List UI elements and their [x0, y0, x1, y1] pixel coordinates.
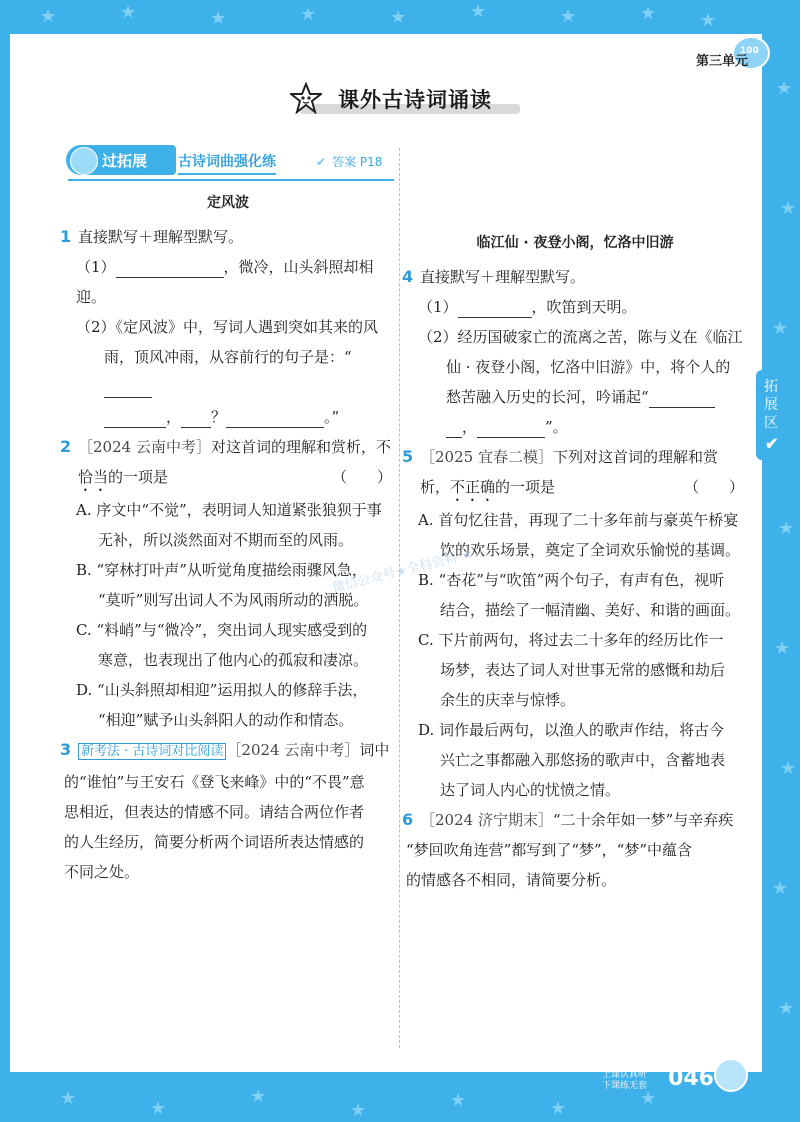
- answer-blank[interactable]: [104, 379, 152, 398]
- option-a-cont: 饮的欢乐场景，奠定了全词欢乐愉悦的基调。: [440, 541, 741, 559]
- question-1: [60, 222, 392, 432]
- question-source: ［2024 云南中考］: [226, 741, 360, 759]
- option-d-cont: “相迎”赋予山头斜阳人的动作和情态。: [98, 711, 354, 729]
- sub-text: ？: [211, 408, 227, 426]
- question-stem: 的情感各不相同，请简要分析。: [406, 871, 617, 889]
- star-icon: ★: [640, 1088, 657, 1109]
- answer-blank[interactable]: [181, 409, 211, 428]
- footer-slogan: 上课认真听 下课练无套: [602, 1070, 648, 1091]
- question-6: [402, 805, 744, 895]
- star-icon: ★: [550, 1098, 567, 1119]
- star-icon: ★: [40, 6, 57, 27]
- left-border: [0, 0, 10, 1122]
- star-icon: ★: [774, 638, 791, 659]
- sub-text: ，: [166, 408, 182, 426]
- section-badge: [66, 145, 176, 175]
- option-b: B. “杏花”与“吹笛”两个句子，有声有色，视听: [418, 571, 725, 589]
- question-stem: “二十余年如一梦”与辛弃疾: [552, 811, 734, 829]
- question-number: 5: [402, 447, 414, 466]
- question-source: ［2024 济宁期末］: [420, 811, 553, 829]
- sub-text: ，: [462, 418, 478, 436]
- question-number: 3: [60, 740, 72, 759]
- option-d-cont: 兴亡之事都融入那悠扬的歌声中，含蓄地表: [440, 751, 726, 769]
- question-stem: 思相近，但表达的情感不同。请结合两位作者: [64, 803, 365, 821]
- question-stem: 下列对这首词的理解和赏: [552, 448, 718, 466]
- question-stem: 析，: [420, 478, 451, 496]
- star-icon: ★: [700, 10, 717, 31]
- section-badge-label: 过拓展: [102, 152, 148, 170]
- answer-blank[interactable]: [446, 419, 462, 438]
- option-d: D. “山头斜照却相迎”运用拟人的修辞手法，: [76, 681, 368, 699]
- star-icon: ★: [350, 1100, 367, 1121]
- answer-blank[interactable]: [104, 409, 166, 428]
- answer-blank[interactable]: [458, 299, 532, 318]
- question-number: 6: [402, 810, 414, 829]
- side-tab-label: 拓展区: [764, 379, 778, 431]
- answer-blank[interactable]: [226, 409, 324, 428]
- option-a: A. 序文中“不觉”，表明词人知道紧张狼狈于事: [76, 501, 382, 519]
- option-c-cont: 寒意，也表现出了他内心的孤寂和凄凉。: [98, 651, 369, 669]
- question-4: [402, 262, 744, 442]
- star-icon: ★: [776, 78, 793, 99]
- star-icon: ★: [778, 518, 795, 539]
- watermark: 微信公众号★全科资料·★: [330, 546, 475, 597]
- answer-blank[interactable]: [116, 259, 224, 278]
- section-banner: [66, 145, 396, 185]
- option-a-cont: 无补，所以淡然面对不期而至的风雨。: [98, 531, 354, 549]
- page-title: 课外古诗词诵读: [338, 88, 492, 112]
- question-number: 2: [60, 437, 72, 456]
- answer-blank[interactable]: [649, 389, 715, 408]
- star-icon: ★: [780, 758, 797, 779]
- star-icon: ★: [450, 1090, 467, 1111]
- option-d-cont: 达了词人内心的忧愤之情。: [440, 781, 621, 799]
- star-icon: ★: [470, 1, 487, 22]
- sub-text: 愁苦融入历史的长河，吟诵起“: [446, 388, 649, 406]
- check-icon: ✔: [316, 155, 327, 169]
- question-stem: 直接默写＋理解型默写。: [420, 268, 586, 286]
- sub-text: ，吹笛到天明。: [531, 298, 637, 316]
- sub-label: （1）: [418, 298, 458, 316]
- star-icon: ★: [560, 6, 577, 27]
- option-b-cont: “莫听”则写出词人不为风雨所动的洒脱。: [98, 591, 369, 609]
- poem-title: 临江仙 · 夜登小阁，忆洛中旧游: [476, 235, 674, 251]
- star-icon: ★: [772, 878, 789, 899]
- question-number: 4: [402, 267, 414, 286]
- star-icon: ★: [150, 1098, 167, 1119]
- question-stem: 的一项是: [108, 468, 169, 486]
- option-c-cont: 场梦，表达了词人对世事无常的感慨和劫后: [440, 661, 726, 679]
- question-source: ［2024 云南中考］: [78, 438, 211, 456]
- option-b: B. “穿林打叶声”从听觉角度描绘雨骤风急，: [76, 561, 367, 579]
- question-3: [60, 735, 392, 887]
- question-stem: 不同之处。: [64, 863, 140, 881]
- star-icon: ★: [300, 4, 317, 25]
- option-d: D. 词作最后两句，以渔人的歌声作结，将古今: [418, 721, 725, 739]
- side-tab-expansion[interactable]: [756, 370, 790, 460]
- star-icon: ★: [120, 2, 137, 23]
- question-stem: “梦回吹角连营”都写到了“梦”，“梦”中蕴含: [406, 841, 693, 859]
- star-icon: ★: [210, 8, 227, 29]
- option-c: C. “料峭”与“微冷”，突出词人现实感受到的: [76, 621, 368, 639]
- question-stem: 词中: [359, 741, 390, 759]
- sub-text: 雨，顶风冲雨，从容前行的句子是：“: [104, 348, 352, 366]
- star-icon: ★: [780, 198, 797, 219]
- section-subtitle: 古诗词曲强化练: [178, 151, 276, 175]
- page-title-block: [290, 84, 520, 112]
- question-stem: 的一项是: [495, 478, 556, 496]
- sub-text: （2）经历国破家亡的流离之苦，陈与义在《临江: [418, 328, 743, 346]
- star-icon: ★: [390, 7, 407, 28]
- star-icon: ★: [60, 1088, 77, 1109]
- question-stem: 的人生经历，简要分析两个词语所表达情感的: [64, 833, 365, 851]
- answer-parentheses[interactable]: （ ）: [683, 478, 744, 496]
- answer-blank[interactable]: [477, 419, 545, 438]
- poem-title: 定风波: [207, 195, 249, 211]
- option-c: C. 下片前两句，将过去二十多年的经历比作一: [418, 631, 724, 649]
- left-column: [60, 188, 392, 887]
- page-number: 046: [668, 1066, 714, 1091]
- banner-underline: [68, 179, 394, 181]
- emphasis-text: 不正确: [450, 478, 496, 496]
- sub-text: 。”: [324, 408, 340, 426]
- sub-label: （1）: [76, 258, 116, 276]
- emphasis-text: 恰当: [78, 468, 109, 486]
- option-c-cont: 余生的庆幸与惊悸。: [440, 691, 576, 709]
- check-icon: ✔: [765, 434, 779, 453]
- column-divider: [399, 148, 400, 1048]
- sub-text: ，微冷，山头斜照却相迎。: [76, 258, 374, 306]
- question-stem: 的“谁怕”与王安石《登飞来峰》中的“不畏”意: [64, 773, 365, 791]
- sub-text: （2）《定风波》中，写词人遇到突如其来的风: [76, 318, 379, 336]
- mascot-badge-icon: [70, 147, 98, 175]
- mascot-icon: [714, 1058, 748, 1092]
- question-stem: 直接默写＋理解型默写。: [78, 228, 244, 246]
- option-a: A. 首句忆往昔，再现了二十多年前与豪英午桥宴: [418, 511, 739, 529]
- question-number: 1: [60, 227, 72, 246]
- star-face-icon: [290, 82, 322, 114]
- answer-ref-text: 答案 P18: [332, 155, 383, 169]
- star-icon: ★: [772, 318, 789, 339]
- answer-parentheses[interactable]: （ ）: [331, 468, 392, 486]
- star-icon: ★: [250, 1086, 267, 1107]
- sub-text: ”。: [545, 418, 568, 436]
- question-source: ［2025 宜春二模］: [420, 448, 553, 466]
- star-icon: ★: [640, 3, 657, 24]
- question-stem: 对这首词的理解和赏析，不: [210, 438, 391, 456]
- option-b-cont: 结合，描绘了一幅清幽、美好、和谐的画面。: [440, 601, 741, 619]
- answer-ref: [316, 153, 382, 170]
- right-border: [762, 0, 800, 1122]
- mascot-label: 100: [740, 46, 759, 56]
- sub-text: 仙 · 夜登小阁，忆洛中旧游》中，将个人的: [446, 358, 731, 376]
- star-icon: ★: [778, 998, 795, 1019]
- unit-label: 第三单元: [695, 54, 748, 69]
- new-method-tag: 新考法 · 古诗词对比阅读: [78, 743, 226, 760]
